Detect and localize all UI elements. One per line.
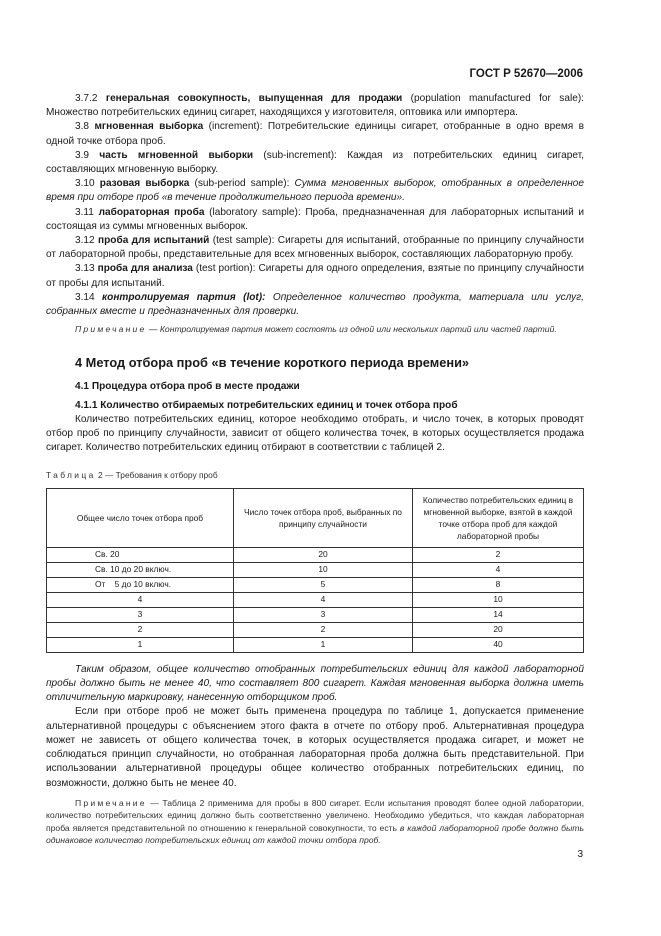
definition-english: (test sample): xyxy=(209,235,278,247)
definition-number: 3.7.2 xyxy=(75,93,98,104)
definition-3-11 xyxy=(46,206,584,234)
table-cell: Св. 10 до 20 включ. xyxy=(47,562,234,577)
table-cell: 1 xyxy=(234,637,413,652)
table-caption xyxy=(46,468,584,482)
table-cell: 4 xyxy=(413,562,584,577)
definition-text: Множество потребительских единиц сигарет, находящихся у изготовителя, оптовика или импортера. xyxy=(46,107,518,119)
table-cell: 5 xyxy=(234,577,413,592)
header-random-points: Число точек отбора проб, выбранных по принципу случайности xyxy=(234,488,413,547)
table-body xyxy=(47,547,584,652)
table-row xyxy=(47,547,584,562)
table-row xyxy=(47,562,584,577)
definition-english: (sub-period sample): xyxy=(189,178,295,190)
note-text-1: — Таблица 2 применима для пробы в 800 сигарет. Если испытания проводят более одной лаборатории, количество потребительских единиц должно быть соответственно увеличено. Необходимо убедиться, что каждая лабораторная проба является представительной по отношению к генеральной совокупности, то есть xyxy=(46,797,584,833)
table-row xyxy=(47,592,584,607)
definitions-list xyxy=(46,92,584,319)
definition-text: Сигареты для испытаний, отобранные по принципу случайности от лабораторной пробы, представительные для всех мгновенных выборок, составляющих лабораторную пробу. xyxy=(46,235,584,261)
table-cell: 3 xyxy=(234,607,413,622)
table-cell: 2 xyxy=(47,622,234,637)
definition-3-13 xyxy=(46,262,584,290)
table-cell: 10 xyxy=(234,562,413,577)
table-row xyxy=(47,577,584,592)
definition-term: часть мгновенной выборки xyxy=(99,149,254,161)
definition-english: (laboratory sample): xyxy=(204,206,306,218)
table-cell: 8 xyxy=(413,577,584,592)
definition-english xyxy=(266,292,273,303)
definition-term: контролируемая партия (lot): xyxy=(102,291,266,303)
definition-number: 3.10 xyxy=(75,178,95,190)
definition-3-12 xyxy=(46,234,584,262)
table-cell: 20 xyxy=(234,547,413,562)
definition-3-14 xyxy=(46,291,584,319)
table-row xyxy=(47,637,584,652)
table-caption-label: Таблица xyxy=(46,469,96,480)
definition-text: Сумма мгновенных выборок, отобранных в определенное время при отборе проб «в течение продолжительного периода времени». xyxy=(46,178,584,204)
definition-term: лабораторная проба xyxy=(98,206,205,218)
table-cell: 3 xyxy=(47,607,234,622)
header-total-points: Общее число точек отбора проб xyxy=(47,488,234,547)
note-label: Примечание xyxy=(75,324,147,335)
paragraph-1: Количество потребительских единиц, которое необходимо отобрать, и число точек, в которых проводят отбор проб по принципу случайности, зависит от общего количества точек, в которых осуществляется продажа сигарет. Количество потребительских единиц отбирают в соответствии с таблицей 2. xyxy=(46,414,584,454)
section-4-1-heading: 4.1 Процедура отбора проб в месте продажи xyxy=(75,380,300,392)
note-label: Примечание xyxy=(75,797,147,808)
definition-english: (increment): xyxy=(203,121,268,133)
definition-number: 3.11 xyxy=(75,206,94,218)
section-4-heading: 4 Метод отбора проб «в течение короткого периода времени» xyxy=(75,354,470,370)
definition-number: 3.12 xyxy=(75,235,95,247)
paragraph-3: Если при отборе проб не может быть применена процедура по таблице 1, допускается применение альтернативной процедуры с объяснением этого факта в отчете по отбору проб. Альтернативная процедура может не зависеть от общего количества точек, в которых осуществляется продажа сигарет, и может не соблюдаться принцип случайности, но отобранная лабораторная проба должна быть представительной. При использовании альтернативной процедуры общее количество отобранных потребительских единиц, по возможности, должно быть не менее 40. xyxy=(46,706,584,789)
definition-number: 3.8 xyxy=(75,121,90,133)
table-header-row xyxy=(47,488,584,547)
definition-number: 3.13 xyxy=(75,263,95,275)
paragraph-2: Таким образом, общее количество отобранных потребительских единиц для каждой лабораторной пробы должно быть не менее 40, что составляет 800 сигарет. Каждая мгновенная выборка должна иметь отличительную маркировку, нанесенную отборщиком проб. xyxy=(46,663,584,704)
page-content xyxy=(46,92,584,846)
definition-3-10 xyxy=(46,177,584,205)
page-number: 3 xyxy=(577,849,583,860)
definition-term: проба для испытаний xyxy=(98,235,210,247)
definition-number: 3.9 xyxy=(75,149,90,161)
table-cell: От 5 до 10 включ. xyxy=(47,577,234,592)
table-caption-text: 2 — Требования к отбору проб xyxy=(95,469,218,480)
table-cell: 1 xyxy=(47,637,234,652)
definition-text: Сигареты для одного определения, взятые по принципу случайности от пробы для испытаний. xyxy=(46,263,584,289)
table-cell: 40 xyxy=(413,637,584,652)
table-cell: 14 xyxy=(413,607,584,622)
definition-number: 3.14 xyxy=(75,291,95,303)
definition-text: Каждая из потребительских единиц сигарет, составляющих мгновенную выборку. xyxy=(46,149,584,176)
note-1 xyxy=(46,323,584,335)
table-cell: 2 xyxy=(234,622,413,637)
definition-text: Проба, предназначенная для лабораторных испытаний и состоящая из суммы мгновенных выборок. xyxy=(46,206,584,232)
definition-english: (sub-increment): xyxy=(253,149,348,161)
definition-text: Потребительские единицы сигарет, отобранные в одно время в одной точке отбора проб. xyxy=(46,121,584,147)
note-text-2: в каждой лабораторной пробе должно быть одинаковое количество потребительских единиц от каждой точки отбора проб. xyxy=(46,822,584,845)
definition-term: генеральная совокупность, выпущенная для продажи xyxy=(105,93,403,104)
note-text: — Контролируемая партия может состоять из одной или нескольких партий или частей партий. xyxy=(146,324,557,335)
definition-term: мгновенная выборка xyxy=(94,121,204,133)
table-cell: 4 xyxy=(47,592,234,607)
table-cell: Св. 20 xyxy=(47,547,234,562)
requirements-table xyxy=(46,488,584,653)
document-header: ГОСТ Р 52670—2006 xyxy=(469,68,583,80)
table-cell: 20 xyxy=(413,622,584,637)
definition-english: (test portion): xyxy=(192,263,259,275)
header-units-per-point: Количество потребительских единиц в мгновенной выборке, взятой в каждой точке отбора проб для каждой лабораторной пробы xyxy=(413,488,584,547)
table-cell: 4 xyxy=(234,592,413,607)
definition-3-9 xyxy=(46,149,584,177)
table-row xyxy=(47,622,584,637)
definition-english: (population manufactured for sale): xyxy=(402,93,584,104)
definition-term: разовая выборка xyxy=(99,178,190,190)
table-cell: 2 xyxy=(413,547,584,562)
definition-3-7-2 xyxy=(46,92,584,120)
table-cell: 10 xyxy=(413,592,584,607)
definition-term: проба для анализа xyxy=(97,263,193,275)
table-row xyxy=(47,607,584,622)
definition-text: Определенное количество продукта, материала или услуг, собранных вместе и предназначенных для проверки. xyxy=(46,291,584,318)
definition-3-8 xyxy=(46,120,584,148)
note-2 xyxy=(46,797,584,847)
section-4-1-1-heading: 4.1.1 Количество отбираемых потребительских единиц и точек отбора проб xyxy=(75,399,458,411)
